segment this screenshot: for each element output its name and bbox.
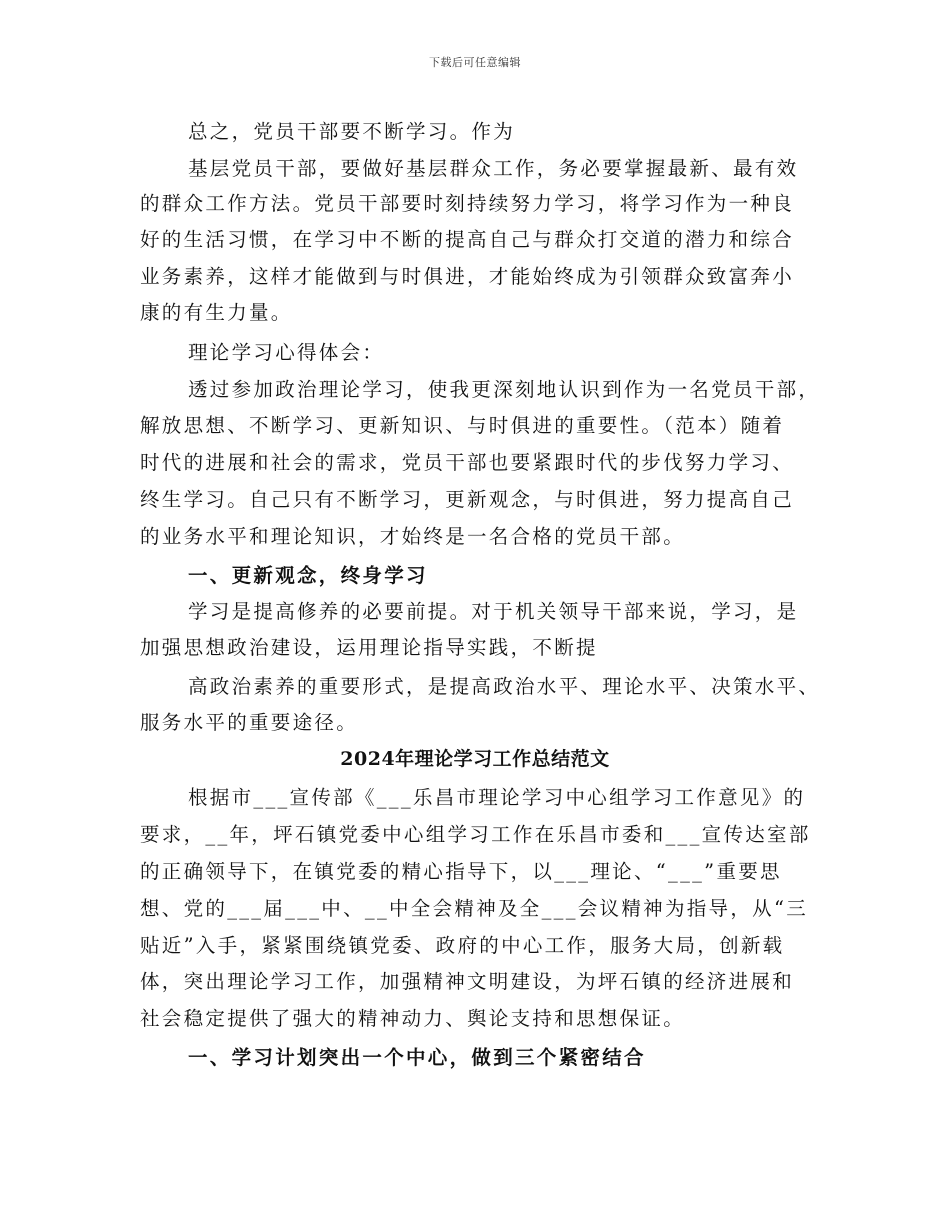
paragraph-line: 的业务水平和理论知识，才始终是一名合格的党员干部。: [140, 525, 686, 548]
paragraph-line: 的群众工作方法。党员干部要时刻持续努力学习，将学习作为一种良: [140, 192, 795, 215]
paragraph-line: 理论学习心得体会：: [188, 341, 385, 364]
paragraph-line: 想、党的___届___中、__中全会精神及全___会议精神为指导，从“三: [140, 897, 809, 920]
paragraph-line: 根据市___宣传部《___乐昌市理论学习中心组学习工作意见》的: [188, 786, 806, 809]
document-title: 2024年理论学习工作总结范文: [340, 748, 610, 770]
paragraph-line: 高政治素养的重要形式，是提高政治水平、理论水平、决策水平、: [188, 675, 821, 698]
paragraph-line: 康的有生力量。: [140, 301, 293, 324]
paragraph-line: 终生学习。自己只有不断学习，更新观念，与时俱进，努力提高自己: [140, 488, 795, 511]
paragraph-line: 体，突出理论学习工作，加强精神文明建设，为坪石镇的经济进展和: [140, 970, 795, 993]
paragraph-line: 贴近”入手，紧紧围绕镇党委、政府的中心工作，服务大局，创新载: [140, 934, 785, 957]
paragraph-line: 时代的进展和社会的需求，党员干部也要紧跟时代的步伐努力学习、: [140, 451, 795, 474]
paragraph-line: 透过参加政治理论学习，使我更深刻地认识到作为一名党员干部，: [188, 378, 821, 401]
paragraph-line: 服务水平的重要途径。: [140, 711, 359, 734]
paragraph-line: 总之，党员干部要不断学习。作为: [188, 120, 516, 143]
section-heading: 一、更新观念，终身学习: [188, 564, 428, 587]
paragraph-line: 的正确领导下，在镇党委的精心指导下，以___理论、“___”重要思: [140, 860, 782, 883]
paragraph-line: 要求，__年，坪石镇党委中心组学习工作在乐昌市委和___宣传达室部: [140, 823, 811, 846]
paragraph-line: 基层党员干部，要做好基层群众工作，务必要掌握最新、最有效: [188, 157, 799, 180]
paragraph-line: 解放思想、不断学习、更新知识、与时俱进的重要性。（范本）随着: [140, 414, 785, 437]
paragraph-line: 学习是提高修养的必要前提。对于机关领导干部来说，学习，是: [188, 600, 799, 623]
paragraph-line: 加强思想政治建设，运用理论指导实践，不断提: [140, 636, 598, 659]
paragraph-line: 业务素养，这样才能做到与时俱进，才能始终成为引领群众致富奔小: [140, 265, 795, 288]
paragraph-line: 社会稳定提供了强大的精神动力、舆论支持和思想保证。: [140, 1007, 686, 1030]
page-header: 下载后可任意编辑: [429, 56, 521, 69]
paragraph-line: 好的生活习惯，在学习中不断的提高自己与群众打交道的潜力和综合: [140, 228, 795, 251]
section-heading: 一、学习计划突出一个中心，做到三个紧密结合: [188, 1046, 646, 1069]
